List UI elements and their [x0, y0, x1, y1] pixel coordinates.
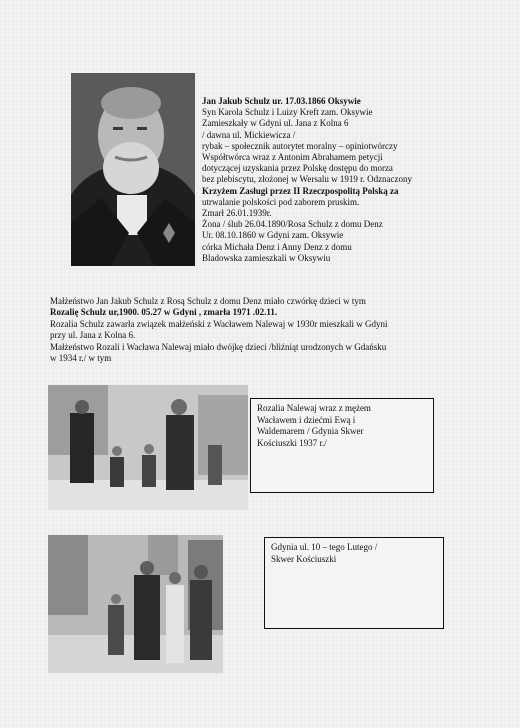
- bio-line: Bladowska zamieszkali w Oksywiu: [202, 252, 331, 263]
- caption-line: Wacławem i dziećmi Ewą i: [257, 414, 356, 425]
- marriage-paragraph: [50, 296, 490, 364]
- bio-line: Zamieszkały w Gdyni ul. Jana z Kolna 6: [202, 118, 349, 129]
- bio-line: bez plebiscytu, złożonej w Wersalu w 1919 r. Odznaczony: [202, 174, 413, 185]
- bio-line: Ur. 08.10.1860 w Gdyni zam. Oksywie: [202, 230, 344, 241]
- marriage-line: w 1934 r./ w tym: [50, 353, 112, 364]
- bio-line: Zmarł 26.01.1939r.: [202, 208, 272, 219]
- portrait-photo: [71, 73, 195, 266]
- bio-line: dotyczącej uzyskania przez Polskę dostępu do morza: [202, 163, 393, 174]
- bio-line: utrwalanie polskości pod zaborem pruskim.: [202, 196, 360, 207]
- bio-line: córka Michała Denz i Anny Denz z domu: [202, 241, 352, 252]
- bio-line: rybak – społecznik autorytet moralny – opiniotwórczy: [202, 140, 398, 151]
- bio-line: Syn Karola Schulz i Luizy Kreft zam. Oksywie: [202, 107, 373, 118]
- photo-caption-1937: [250, 398, 434, 493]
- bio-line: Krzyżem Zasługi przez II Rzeczpospolitą Polską za: [202, 185, 399, 196]
- street-photo: [48, 535, 223, 673]
- caption-line: Gdynia ul. 10 – tego Lutego /: [271, 542, 378, 552]
- bio-line-name: Jan Jakub Schulz ur. 17.03.1866 Oksywie: [202, 96, 361, 106]
- bio-line: Żona / ślub 26.04.1890/Rosa Schulz z domu Denz: [202, 219, 383, 230]
- marriage-line: Małżeństwo Rozali i Wacława Nalewaj miało dwójkę dzieci /bliźniąt urodzonych w Gdańsku: [50, 341, 387, 352]
- bio-line: / dawna ul. Mickiewicza /: [202, 129, 296, 140]
- biography-text: [202, 96, 502, 264]
- marriage-line: Rozalię Schulz ur,1900. 05.27 w Gdyni , zmarła 1971 .02.11.: [50, 307, 278, 318]
- caption-line: Skwer Kościuszki: [271, 553, 337, 564]
- marriage-line: Rozalia Schulz zawarła związek małżeński z Wacławem Nalewaj w 1930r mieszkali w Gdyni: [50, 318, 388, 329]
- marriage-line: Małżeństwo Jan Jakub Schulz z Rosą Schulz z domu Denz miało czwórkę dzieci w tym: [50, 296, 366, 306]
- caption-line: Kościuszki 1937 r./: [257, 437, 327, 448]
- photo-caption-street: [264, 537, 444, 629]
- caption-line: Rozalia Nalewaj wraz z mężem: [257, 403, 371, 413]
- bio-line: Współtwórca wraz z Antonim Abrahamem petycji: [202, 152, 383, 163]
- caption-line: Waldemarem / Gdynia Skwer: [257, 426, 364, 437]
- marriage-line: przy ul. Jana z Kolna 6.: [50, 330, 136, 341]
- family-photo-1937: [48, 385, 248, 510]
